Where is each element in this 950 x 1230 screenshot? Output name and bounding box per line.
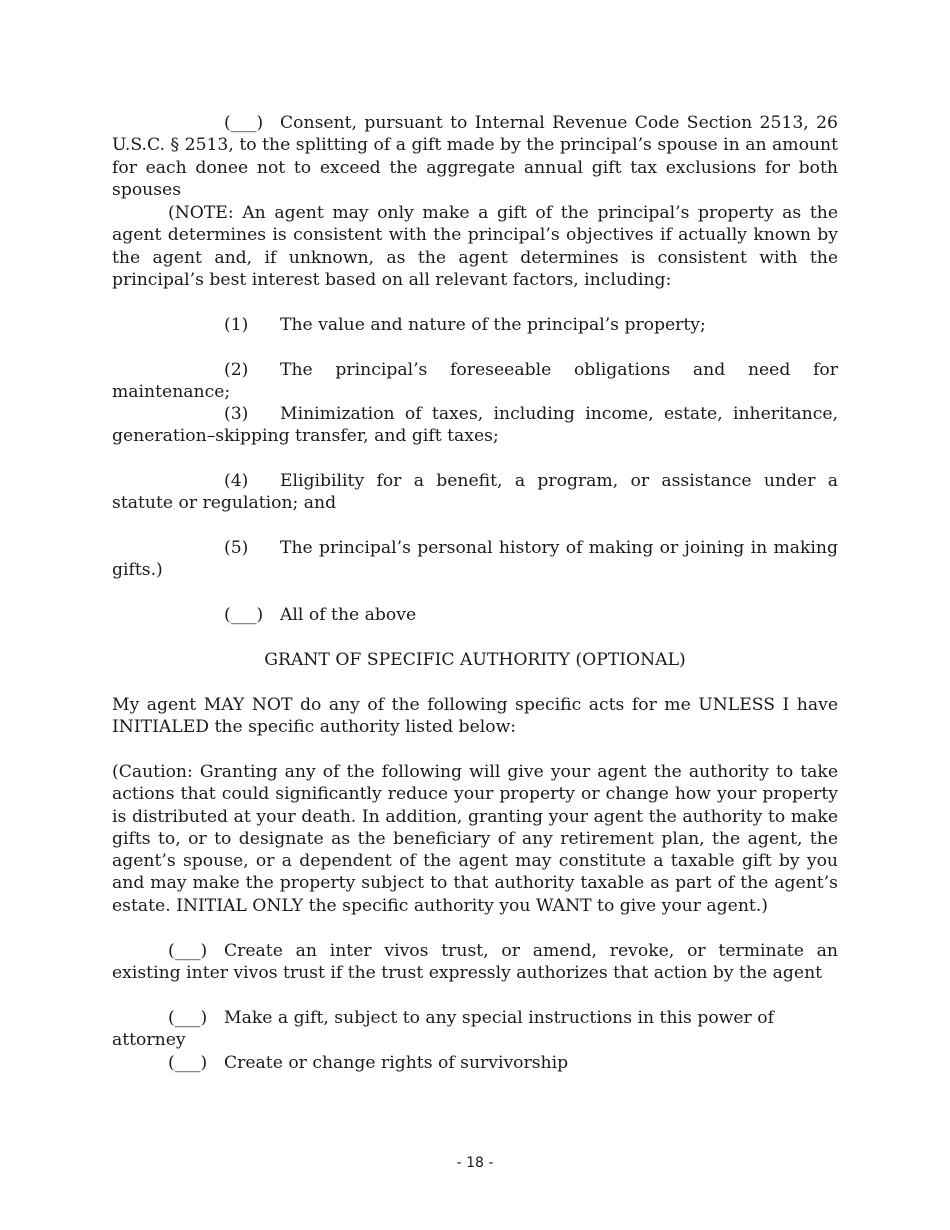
consent-text: Consent, pursuant to Internal Revenue Code Section 2513, 26 U.S.C. § 2513, to the splitting of a gift made by the principal’s spouse in an amount for each donee not to exceed the aggregate annual gift tax exclusions for both spouses [112, 113, 838, 200]
survivorship-option [112, 1052, 838, 1074]
initial-blank[interactable]: (___) [224, 605, 264, 625]
initial-blank[interactable]: (___) [168, 941, 208, 961]
list-item-number: (4) [224, 471, 249, 491]
list-item-text: Eligibility for a benefit, a program, or assistance under a statute or regulation; and [112, 471, 838, 514]
initial-blank[interactable]: (___) [168, 1053, 208, 1073]
list-item-text: The value and nature of the principal’s property; [280, 315, 706, 335]
page-number: - 18 - [456, 1155, 494, 1171]
initial-blank[interactable]: (___) [168, 1008, 208, 1028]
all-above-text: All of the above [280, 605, 417, 625]
list-item [112, 359, 838, 404]
section-title: GRANT OF SPECIFIC AUTHORITY (OPTIONAL) [264, 650, 686, 670]
may-not-paragraph: My agent MAY NOT do any of the following specific acts for me UNLESS I have INITIALED the specific authority listed below: [112, 695, 838, 738]
list-item-number: (5) [224, 538, 249, 558]
list-item-number: (2) [224, 360, 249, 380]
list-item [112, 403, 838, 448]
note-paragraph: (NOTE: An agent may only make a gift of the principal’s property as the agent determines is consistent with the principal’s objectives if actually known by the agent and, if unknown, as the agent determines is consistent with the principal’s best interest based on all relevant factors, including: [112, 203, 838, 290]
list-item-text: The principal’s personal history of making or joining in making gifts.) [112, 538, 838, 581]
consent-paragraph [112, 112, 838, 201]
gift-text: Make a gift, subject to any special instructions in this power of attorney [112, 1008, 774, 1051]
all-above-option [112, 604, 838, 626]
list-item [112, 470, 838, 515]
trust-option [112, 940, 838, 985]
gift-option [112, 1007, 838, 1052]
survivorship-text: Create or change rights of survivorship [224, 1053, 569, 1073]
list-item-text: Minimization of taxes, including income, estate, inheritance, generation–skipping transfer, and gift taxes; [112, 404, 838, 447]
caution-paragraph: (Caution: Granting any of the following will give your agent the authority to take actions that could significantly reduce your property or change how your property is distributed at your death. In addition, granting your agent the authority to make gifts to, or to designate as the beneficiary of any retirement plan, the agent, the agent’s spouse, or a dependent of the agent may constitute a taxable gift by you and may make the property subject to that authority taxable as part of the agent’s estate. INITIAL ONLY the specific authority you WANT to give your agent.) [112, 762, 838, 916]
initial-blank[interactable]: (___) [224, 113, 264, 133]
list-item [112, 537, 838, 582]
list-item-number: (3) [224, 404, 249, 424]
list-item-text: The principal’s foreseeable obligations and need for maintenance; [112, 360, 838, 403]
list-item-number: (1) [224, 315, 249, 335]
trust-text: Create an inter vivos trust, or amend, revoke, or terminate an existing inter vivos trust if the trust expressly authorizes that action by the agent [112, 941, 838, 984]
list-item [112, 314, 838, 336]
